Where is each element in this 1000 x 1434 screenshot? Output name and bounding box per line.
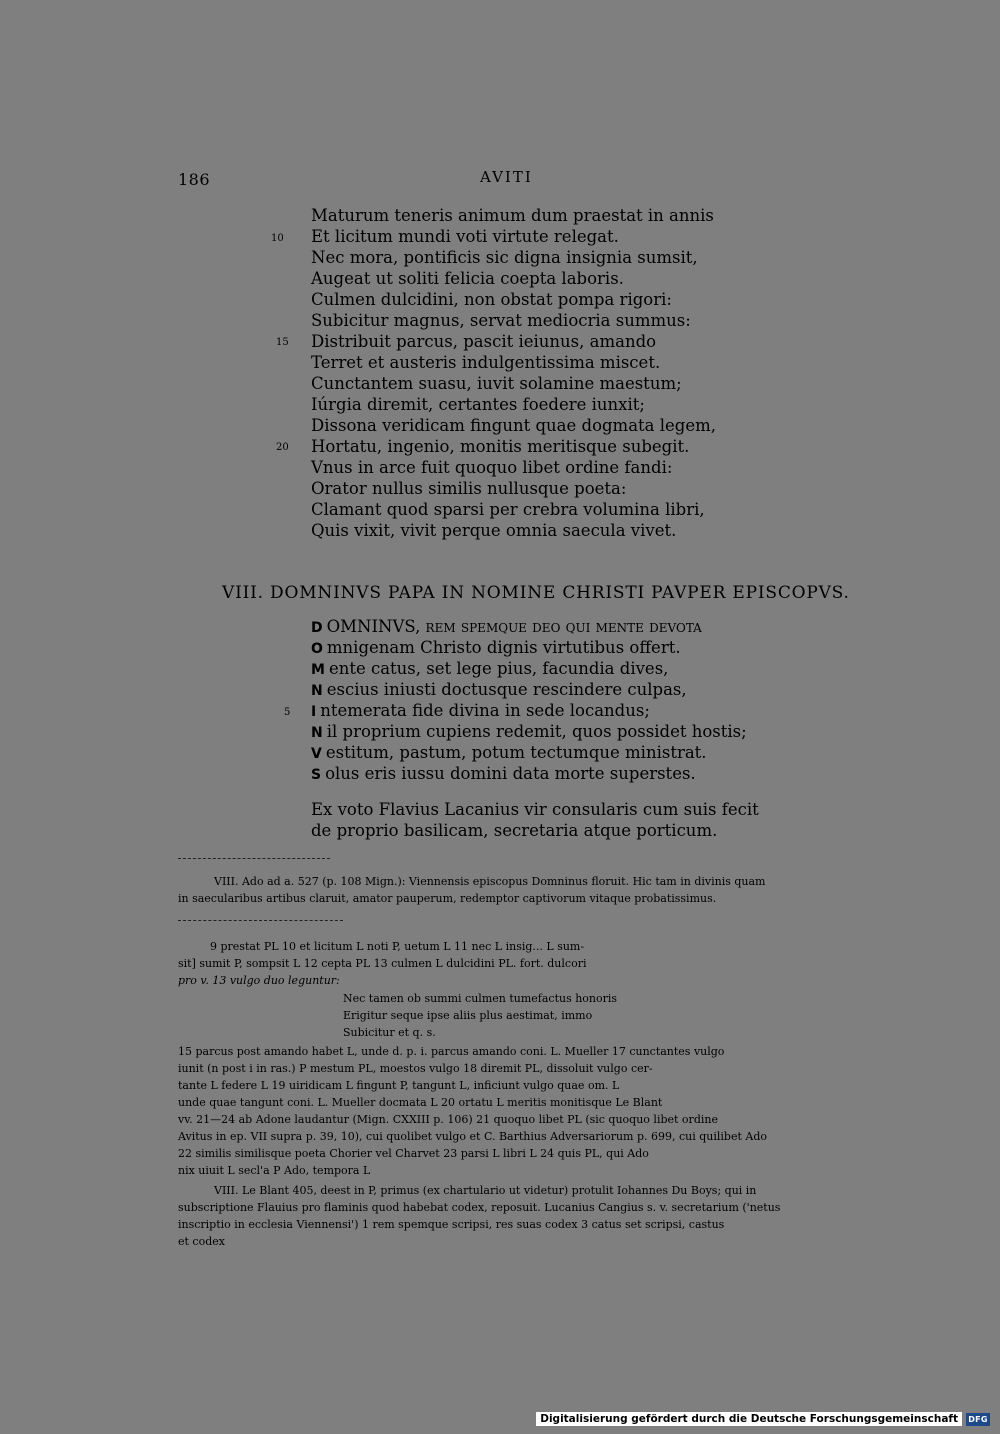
apparatus-line: VIII. Le Blant 405, deest in P, primus (ex chartulario ut videtur) protulit Iohannes Du Boys; qui in	[214, 1184, 757, 1197]
footnote-rule	[178, 858, 330, 859]
acrostic-line	[311, 659, 668, 678]
verse-line: Cunctantem suasu, iuvit solamine maestum;	[311, 374, 682, 393]
line-number: 15	[276, 337, 289, 348]
acrostic-letter: D	[311, 620, 323, 636]
verse-line: Hortatu, ingenio, monitis meritisque subegit.	[311, 437, 690, 456]
apparatus-line: nix uiuit L secl'a P Ado, tempora L	[178, 1164, 371, 1177]
apparatus-line: pro v. 13 vulgo duo leguntur:	[178, 974, 340, 987]
apparatus-line: sit] sumit P, sompsit L 12 cepta PL 13 culmen L dulcidini PL. fort. dulcori	[178, 957, 587, 970]
verse-line: Augeat ut soliti felicia coepta laboris.	[311, 269, 624, 288]
dfg-logo-icon: DFG	[966, 1413, 990, 1426]
verse-line: Orator nullus similis nullusque poeta:	[311, 479, 627, 498]
acrostic-line	[311, 764, 696, 783]
acrostic-text: mnigenam Christo dignis virtutibus offert.	[326, 638, 681, 657]
apparatus-line: vv. 21—24 ab Adone laudantur (Mign. CXXIII p. 106) 21 quoquo libet PL (sic quoquo libet ordine	[178, 1113, 718, 1126]
acrostic-line	[311, 680, 687, 699]
verse-line: Subicitur magnus, servat mediocria summus:	[311, 311, 691, 330]
acrostic-letter: O	[311, 641, 323, 657]
verse-line: Terret et austeris indulgentissima miscet.	[311, 353, 661, 372]
apparatus-line: iunit (n post i in ras.) P mestum PL, moestos vulgo 18 diremit PL, dissoluit vulgo cer-	[178, 1062, 653, 1075]
quoted-verse: Nec tamen ob summi culmen tumefactus honoris	[343, 992, 618, 1005]
acrostic-letter: V	[311, 746, 322, 762]
acrostic-text: ente catus, set lege pius, facundia dives,	[328, 659, 669, 678]
footnote-line: VIII. Ado ad a. 527 (p. 108 Mign.): Viennensis episcopus Domninus floruit. Hic tam in divinis quam	[214, 875, 766, 888]
verse-line: Et licitum mundi voti virtute relegat.	[311, 227, 619, 246]
acrostic-line	[311, 743, 707, 762]
apparatus-rule	[178, 920, 343, 921]
verse-line: Maturum teneris animum dum praestat in annis	[311, 206, 714, 225]
acrostic-text: ntemerata fide divina in sede locandus;	[320, 701, 650, 720]
acrostic-letter: N	[311, 683, 323, 699]
running-head: AVITI	[480, 168, 533, 186]
section-heading: VIII. DOMNINVS PAPA IN NOMINE CHRISTI PAVPER EPISCOPVS.	[222, 583, 850, 603]
verse-line: Dissona veridicam fingunt quae dogmata legem,	[311, 416, 717, 435]
acrostic-line	[311, 701, 650, 720]
verse-line: Quis vixit, vivit perque omnia saecula vivet.	[311, 521, 677, 540]
apparatus-line: unde quae tangunt coni. L. Mueller docmata L 20 ortatu L meritis monitisque Le Blant	[178, 1096, 663, 1109]
line-number: 5	[284, 707, 291, 718]
quoted-verse: Subicitur et q. s.	[343, 1026, 436, 1039]
verse-line: Culmen dulcidini, non obstat pompa rigori:	[311, 290, 672, 309]
apparatus-line: tante L federe L 19 uiridicam L fingunt P, tangunt L, inficiunt vulgo quae om. L	[178, 1079, 620, 1092]
acrostic-text: il proprium cupiens redemit, quos possidet hostis;	[326, 722, 747, 741]
quoted-verse: Erigitur seque ipse aliis plus aestimat, immo	[343, 1009, 593, 1022]
acrostic-text: olus eris iussu domini data morte superstes.	[325, 764, 696, 783]
funding-credit: Digitalisierung gefördert durch die Deutsche Forschungsgemeinschaft	[536, 1412, 962, 1426]
acrostic-line	[311, 638, 681, 657]
apparatus-line: inscriptio in ecclesia Viennensi') 1 rem spemque scripsi, res suas codex 3 catus set scripsi, castus	[178, 1218, 725, 1231]
inscription-line: Ex voto Flavius Lacanius vir consularis cum suis fecit	[311, 800, 759, 819]
footnote-line: in saecularibus artibus claruit, amator pauperum, redemptor captivorum vitaque probatissimus.	[178, 892, 717, 905]
acrostic-text: estitum, pastum, potum tectumque ministrat.	[325, 743, 707, 762]
acrostic-line	[311, 722, 747, 741]
apparatus-line: subscriptione Flauius pro flaminis quod habebat codex, reposuit. Lucanius Cangius s. v. secretarium ('netus	[178, 1201, 781, 1214]
verse-line: Vnus in arce fuit quoquo libet ordine fandi:	[311, 458, 673, 477]
apparatus-line: Avitus in ep. VII supra p. 39, 10), cui quolibet vulgo et C. Barthius Adversariorum p. 699, cui quilibet Ado	[178, 1130, 768, 1143]
line-number: 10	[271, 233, 284, 244]
line-number: 20	[276, 442, 289, 453]
apparatus-line: et codex	[178, 1235, 225, 1248]
verse-line: Distribuit parcus, pascit ieiunus, amando	[311, 332, 657, 351]
apparatus-line: 22 similis similisque poeta Chorier vel Charvet 23 parsi L libri L 24 quis PL, qui Ado	[178, 1147, 649, 1160]
verse-line: Iúrgia diremit, certantes foedere iunxit;	[311, 395, 645, 414]
acrostic-text: OMNINVS, rem spemque deo qui mente devota	[326, 617, 702, 636]
acrostic-letter: M	[311, 662, 325, 678]
acrostic-text: escius iniusti doctusque rescindere culpas,	[326, 680, 687, 699]
verse-line: Nec mora, pontificis sic digna insignia sumsit,	[311, 248, 698, 267]
inscription-line: de proprio basilicam, secretaria atque porticum.	[311, 821, 718, 840]
verse-line: Clamant quod sparsi per crebra volumina libri,	[311, 500, 705, 519]
acrostic-letter: N	[311, 725, 323, 741]
page-number: 186	[178, 170, 211, 189]
apparatus-line: 9 prestat PL 10 et licitum L noti P, uetum L 11 nec L insig... L sum-	[210, 940, 585, 953]
acrostic-letter: S	[311, 767, 322, 783]
acrostic-line	[311, 617, 702, 636]
apparatus-line: 15 parcus post amando habet L, unde d. p. i. parcus amando coni. L. Mueller 17 cunctantes vulgo	[178, 1045, 725, 1058]
acrostic-letter: I	[311, 704, 317, 720]
